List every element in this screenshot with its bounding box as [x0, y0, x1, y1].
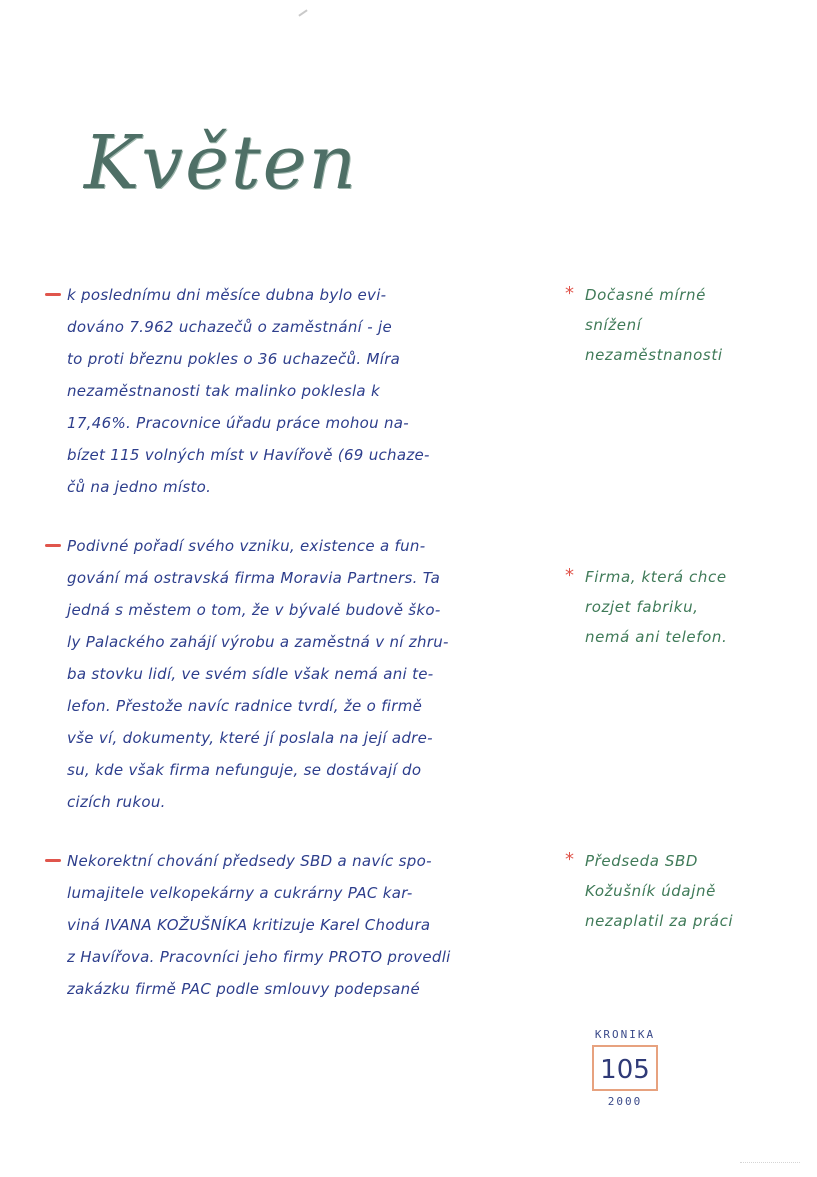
note-line: snížení: [585, 316, 642, 334]
entry-2: [45, 530, 560, 818]
entry-line: bízet 115 volných míst v Havířově (69 uchaze-: [67, 446, 430, 464]
scan-artifact: [740, 1162, 800, 1164]
note-line: Předseda SBD: [585, 852, 699, 870]
note-line: Firma, která chce: [585, 568, 727, 586]
entry-line: ly Palackého zahájí výrobu a zaměstná v ní zhru-: [67, 633, 449, 651]
entry-line: vše ví, dokumenty, které jí poslala na její adre-: [67, 729, 433, 747]
entry-3: [45, 845, 560, 1005]
asterisk-icon: *: [565, 849, 574, 870]
page-title: Květen: [84, 120, 359, 206]
entry-line: 17,46%. Pracovnice úřadu práce mohou na-: [67, 414, 409, 432]
margin-note-2: [565, 562, 805, 652]
entry-line: cizích rukou.: [67, 793, 166, 811]
entry-line: viná IVANA KOŽUŠNÍKA kritizuje Karel Chodura: [67, 916, 431, 934]
entry-line: lumajitele velkopekárny a cukrárny PAC kar-: [67, 884, 413, 902]
page-number-stamp: [585, 1028, 665, 1108]
asterisk-icon: *: [565, 565, 574, 586]
entry-line: ba stovku lidí, ve svém sídle však nemá ani te-: [67, 665, 434, 683]
note-line: Kožušník údajně: [585, 882, 716, 900]
margin-note-1: [565, 280, 805, 370]
note-line: nezaměstnanosti: [585, 346, 723, 364]
entry-bullet-dash: [45, 859, 61, 862]
entry-line: nezaměstnanosti tak malinko poklesla k: [67, 382, 380, 400]
entry-line: Nekorektní chování předsedy SBD a navíc spo-: [67, 852, 432, 870]
entry-line: to proti březnu pokles o 36 uchazečů. Míra: [67, 350, 401, 368]
entry-line: k poslednímu dni měsíce dubna bylo evi-: [67, 286, 387, 304]
page-number: 105: [592, 1045, 658, 1091]
entry-line: z Havířova. Pracovníci jeho firmy PROTO provedli: [67, 948, 451, 966]
scan-artifact: [298, 9, 307, 16]
stamp-year: 2000: [607, 1095, 643, 1108]
entry-line: jedná s městem o tom, že v bývalé budově ško-: [67, 601, 441, 619]
entry-1: [45, 279, 560, 503]
entry-line: gování má ostravská firma Moravia Partners. Ta: [67, 569, 441, 587]
entry-line: lefon. Přestože navíc radnice tvrdí, že o firmě: [67, 697, 423, 715]
entry-line: zakázku firmě PAC podle smlouvy podepsané: [67, 980, 421, 998]
entry-line: Podivné pořadí svého vzniku, existence a fun-: [67, 537, 426, 555]
note-line: Dočasné mírné: [585, 286, 706, 304]
entry-line: dováno 7.962 uchazečů o zaměstnání - je: [67, 318, 392, 336]
asterisk-icon: *: [565, 283, 574, 304]
margin-note-3: [565, 846, 805, 936]
stamp-label: KRONIKA: [594, 1028, 656, 1041]
note-line: nezaplatil za práci: [585, 912, 734, 930]
note-line: nemá ani telefon.: [585, 628, 728, 646]
note-line: rozjet fabriku,: [585, 598, 699, 616]
entry-bullet-dash: [45, 293, 61, 296]
entry-line: čů na jedno místo.: [67, 478, 212, 496]
entry-bullet-dash: [45, 544, 61, 547]
entry-line: su, kde však firma nefunguje, se dostávají do: [67, 761, 422, 779]
